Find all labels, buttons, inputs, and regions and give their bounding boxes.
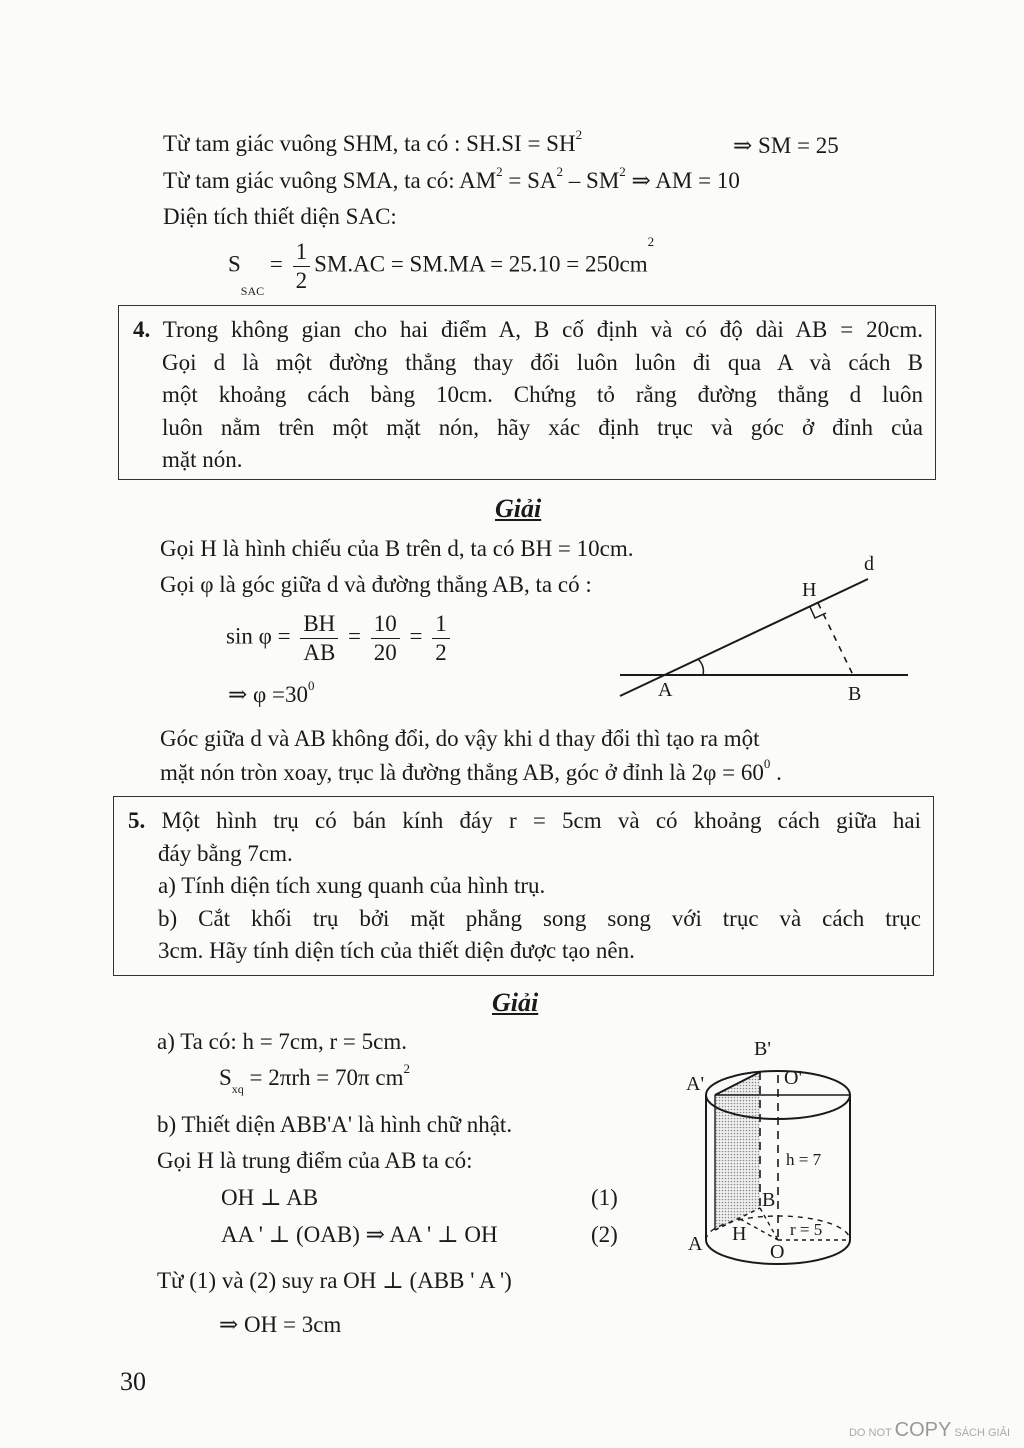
solution-heading-1: Giải [495, 494, 542, 523]
sol5-eq1-number: (1) [591, 1185, 618, 1210]
sol5-b2: Gọi H là trung điểm của AB ta có: [157, 1148, 473, 1173]
problem5-line: b) Cắt khối trụ bởi mặt phẳng song song với trục và cách trục [158, 905, 921, 931]
right-angle-mark [810, 607, 826, 618]
fraction-10-20: $\frac{10}{20}$ [371, 610, 400, 666]
problem4-line: Gọi d là một đường thẳng thay đổi luôn luôn đi qua A và cách B [162, 349, 923, 375]
sol5-eq2: AA ' ⊥ (OAB) ⇒ AA ' ⊥ OH [221, 1222, 498, 1247]
fraction-1-2: $\frac{1}{2}$ [432, 610, 450, 666]
sol5-conclusion1: Từ (1) và (2) suy ra OH ⊥ (ABB ' A ') [157, 1268, 512, 1293]
sol4-line3: Góc giữa d và AB không đổi, do vậy khi d thay đổi thì tạo ra một [160, 726, 760, 751]
angle-arc [698, 659, 703, 675]
fraction-bh-ab: $\frac{BH}{AB}$ [300, 610, 338, 666]
sol3-area-formula: $S_{SAC}$ = $\frac{1}{2}$ $SM.AC = SM.MA = 25.10 = 250cm^2$ [228, 234, 655, 299]
sol5-eq1: OH ⊥ AB [221, 1185, 319, 1210]
solution-heading-2: Giải [492, 988, 539, 1017]
page-number: 30 [120, 1367, 146, 1396]
sol4-line1: Gọi H là hình chiếu của B trên d, ta có BH = 10cm. [160, 536, 634, 561]
fraction-half: $\frac{1}{2}$ [293, 238, 311, 294]
problem5-line: đáy bằng 7cm. [158, 840, 293, 866]
label-h: H [732, 1223, 747, 1245]
label-r5: r = 5 [790, 1220, 823, 1239]
sol5-eq2-number: (2) [591, 1222, 618, 1247]
problem5-line: a) Tính diện tích xung quanh của hình trụ. [158, 873, 546, 898]
sol4-line2: Gọi φ là góc giữa d và đường thẳng AB, ta có : [160, 572, 592, 597]
sol5-sxq: $S_{xq} = 2\pi rh = 70\pi$ $cm^2$ [219, 1061, 410, 1096]
sol4-sin-formula: sin φ = $\frac{BH}{AB}$ = $\frac{10}{20}$ = $\frac{1}{2}$ [226, 610, 454, 666]
sol4-result: ⇒ $\varphi =30^0$ [228, 678, 315, 707]
sol4-line4: mặt nón tròn xoay, trục là đường thẳng AB, góc ở đỉnh là $2\varphi = 60^0$ . [160, 756, 782, 785]
problem4-line: một khoảng cách bàng 10cm. Chứng tỏ rằng đường thẳng d luôn [162, 382, 923, 407]
label-h7: h = 7 [786, 1150, 822, 1169]
label-o: O [770, 1241, 785, 1263]
label-o-prime: O' [784, 1067, 803, 1089]
problem4-box [118, 305, 936, 480]
label-h: H [802, 579, 817, 601]
sol3-line2: Từ tam giác vuông SMA, ta có: $AM^2 = SA^2 - SM^2$ ⇒ AM = 10 [163, 164, 740, 193]
problem5-line: 3cm. Hãy tính diện tích của thiết diện được tạo nên. [158, 938, 635, 963]
sol5-a1: a) Ta có: h = 7cm, r = 5cm. [157, 1029, 408, 1054]
label-a-prime: A' [686, 1073, 705, 1095]
label-b: B [848, 683, 862, 705]
problem5-box [113, 796, 934, 976]
label-a: A [658, 679, 673, 701]
label-d: d [864, 553, 874, 575]
problem4-line: mặt nón. [162, 447, 243, 472]
sol3-line1-result: ⇒ SM = 25 [733, 133, 839, 158]
problem4-line: 4. Trong không gian cho hai điểm A, B cố định và có độ dài AB = 20cm. [133, 317, 924, 342]
sol5-b1: b) Thiết diện ABB'A' là hình chữ nhật. [157, 1112, 513, 1137]
sol3-line3: Diện tích thiết diện SAC: [163, 204, 397, 229]
label-b: B [762, 1189, 776, 1211]
label-a: A [688, 1233, 703, 1255]
diagram-cylinder [682, 1030, 872, 1270]
problem4-line: luôn nằm trên một mặt nón, hãy xác định trục và góc ở đỉnh của [162, 414, 923, 440]
problem5-line: 5. Một hình trụ có bán kính đáy r = 5cm và có khoảng cách giữa hai [128, 808, 921, 833]
sol3-line1: Từ tam giác vuông SHM, ta có : $SH.SI = SH^2$ [163, 127, 583, 156]
watermark-logo: DO NOT COPY SÁCH GIẢI [848, 1419, 1010, 1441]
diagram-line-projection [610, 548, 920, 708]
sol5-conclusion2: ⇒ OH = 3cm [219, 1312, 342, 1337]
label-b-prime: B' [754, 1038, 771, 1060]
